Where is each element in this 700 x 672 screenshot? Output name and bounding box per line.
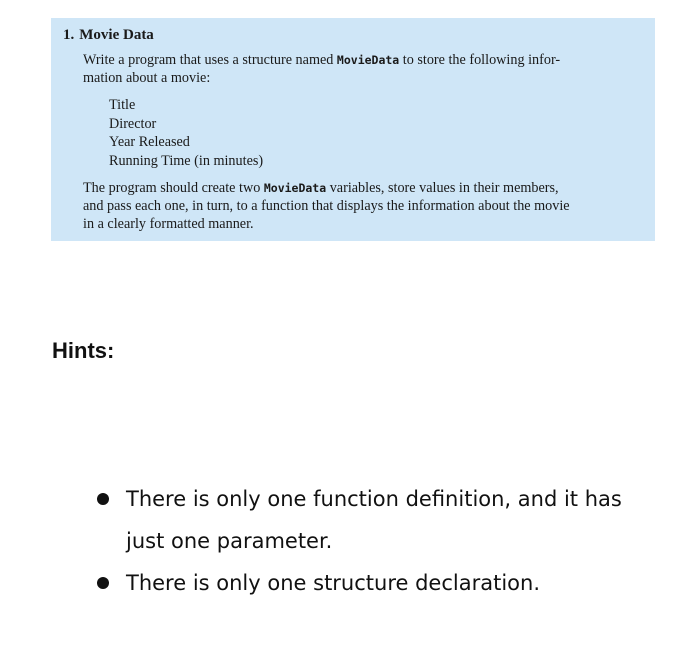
code-moviedata-2: MovieData [263, 181, 327, 195]
hint-text-1: There is only one function definition, and it has just one parameter. [126, 487, 622, 553]
problem-intro [83, 51, 643, 87]
hint-text-2: There is only one structure declaration. [126, 571, 541, 595]
intro-line-2: mation about a movie: [83, 70, 211, 86]
body-line-1-text: The program should create two [83, 180, 264, 196]
problem-title-text: Movie Data [79, 27, 154, 43]
code-moviedata: MovieData [336, 53, 400, 67]
body-line-3: in a clearly formatted manner. [83, 216, 254, 232]
bullet-icon [97, 577, 109, 589]
field-item-year-released: Year Released [109, 134, 190, 150]
intro-line-1-text: Write a program that uses a structure named [83, 52, 337, 68]
problem-box [51, 18, 655, 241]
body-line-1-tail: variables, store values in their members, [326, 180, 559, 196]
hint-item-2 [97, 562, 626, 604]
hints-list [97, 478, 626, 604]
problem-body [83, 179, 643, 233]
bullet-icon [97, 493, 109, 505]
field-item-director: Director [109, 115, 157, 132]
body-line-1 [83, 179, 643, 197]
hint-item-1 [97, 478, 626, 562]
problem-title [63, 27, 154, 44]
field-item-title: Title [109, 97, 136, 113]
intro-line-1-tail: to store the following infor- [399, 52, 561, 68]
intro-line-1 [83, 51, 643, 69]
body-line-2: and pass each one, in turn, to a function that displays the information about the movie [83, 198, 570, 214]
field-item-running-time: Running Time (in minutes) [109, 152, 264, 169]
field-list [109, 96, 263, 170]
problem-number: 1. [63, 27, 75, 43]
hints-heading: Hints: [52, 338, 115, 363]
